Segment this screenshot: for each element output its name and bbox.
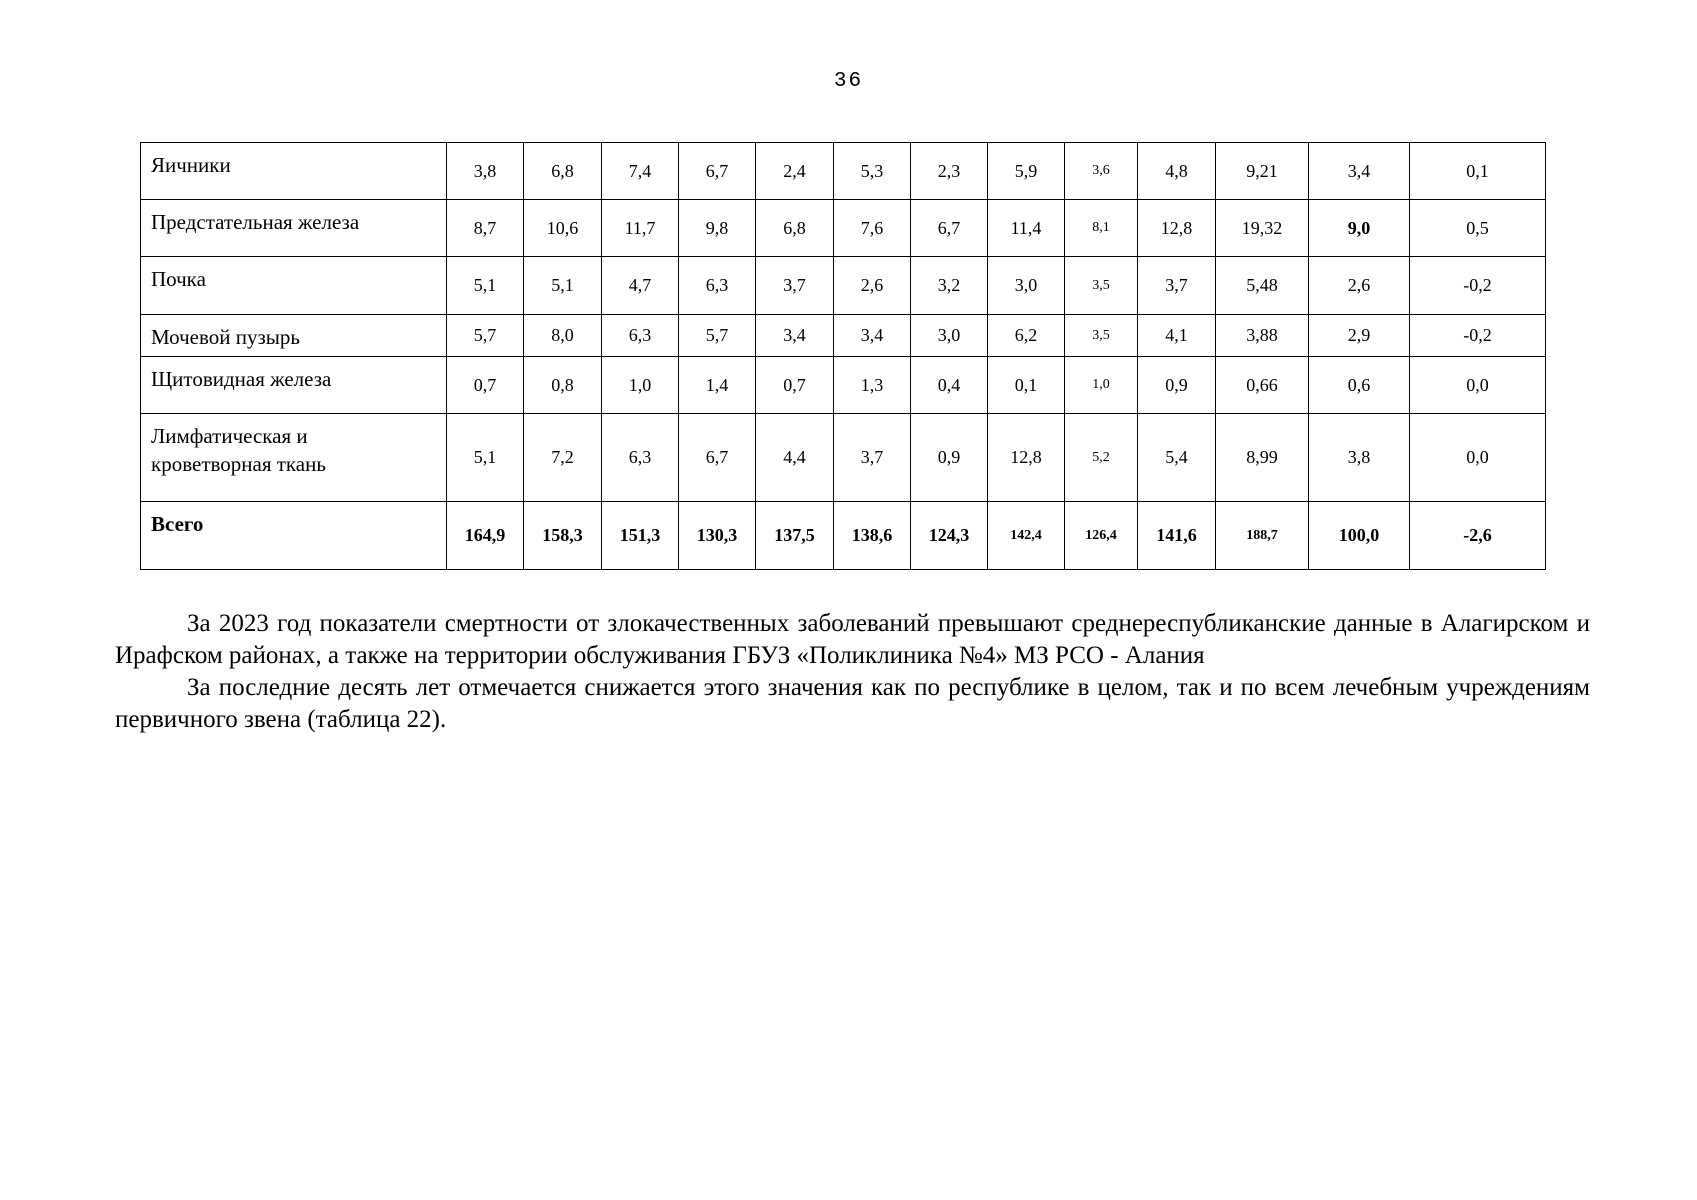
table-cell: 5,1 xyxy=(524,257,602,315)
table-cell: 3,5 xyxy=(1065,315,1138,357)
table-cell: 164,9 xyxy=(447,502,524,570)
table-cell: 151,3 xyxy=(602,502,679,570)
table-cell: 2,4 xyxy=(756,143,834,200)
table-cell: 1,0 xyxy=(602,357,679,414)
row-label: Щитовидная железа xyxy=(141,357,447,414)
table-cell: 9,21 xyxy=(1216,143,1309,200)
table-row xyxy=(141,257,1546,315)
table-cell: 6,2 xyxy=(988,315,1065,357)
table-cell: 8,1 xyxy=(1065,200,1138,257)
table-cell: 124,3 xyxy=(911,502,988,570)
table-cell: 6,8 xyxy=(524,143,602,200)
table-row xyxy=(141,357,1546,414)
page-number: 36 xyxy=(833,70,864,93)
table-row xyxy=(141,143,1546,200)
table-cell: 8,99 xyxy=(1216,414,1309,502)
paragraph: За последние десять лет отмечается снижается этого значения как по республике в целом, так и по всем лечебным учреждениям первичного звена (таблица 22). xyxy=(115,674,1590,733)
table-cell: 3,4 xyxy=(834,315,911,357)
table-cell: 5,2 xyxy=(1065,414,1138,502)
table-cell: 188,7 xyxy=(1216,502,1309,570)
table-cell: 130,3 xyxy=(679,502,756,570)
table-cell: 3,4 xyxy=(1309,143,1410,200)
table-cell: 0,7 xyxy=(756,357,834,414)
table-cell: 3,6 xyxy=(1065,143,1138,200)
table-cell: -0,2 xyxy=(1410,257,1546,315)
table-cell: 4,7 xyxy=(602,257,679,315)
table-cell: 126,4 xyxy=(1065,502,1138,570)
table-cell: 3,88 xyxy=(1216,315,1309,357)
table-cell: 158,3 xyxy=(524,502,602,570)
table-cell: 3,7 xyxy=(834,414,911,502)
table-cell: 6,3 xyxy=(679,257,756,315)
table-cell: 3,7 xyxy=(756,257,834,315)
table-cell: 3,8 xyxy=(1309,414,1410,502)
table-row xyxy=(141,414,1546,502)
table-cell: 100,0 xyxy=(1309,502,1410,570)
paragraph: За 2023 год показатели смертности от злокачественных заболеваний превышают среднереспубликанские данные в Алагирском и Ирафском районах, а также на территории обслуживания ГБУЗ «Поликлиника №4» МЗ РСО - Алания xyxy=(115,610,1590,669)
table-cell: 6,7 xyxy=(679,414,756,502)
table-cell: 4,1 xyxy=(1138,315,1216,357)
table-cell: 0,0 xyxy=(1410,414,1546,502)
table-cell: 1,4 xyxy=(679,357,756,414)
table-cell: 7,2 xyxy=(524,414,602,502)
row-label: Всего xyxy=(141,502,447,570)
table-cell: 10,6 xyxy=(524,200,602,257)
table-cell: -0,2 xyxy=(1410,315,1546,357)
table-cell: 2,9 xyxy=(1309,315,1410,357)
table-cell: 5,9 xyxy=(988,143,1065,200)
table-cell: 8,0 xyxy=(524,315,602,357)
table-cell: 0,1 xyxy=(1410,143,1546,200)
table-cell: 6,7 xyxy=(679,143,756,200)
table-cell: 0,6 xyxy=(1309,357,1410,414)
table-cell: 0,7 xyxy=(447,357,524,414)
table-cell: 6,3 xyxy=(602,414,679,502)
table-cell: 9,0 xyxy=(1309,200,1410,257)
table-cell: 0,8 xyxy=(524,357,602,414)
table-cell: 6,3 xyxy=(602,315,679,357)
table-cell: 1,3 xyxy=(834,357,911,414)
table-cell: 19,32 xyxy=(1216,200,1309,257)
table-cell: 11,4 xyxy=(988,200,1065,257)
row-label: Почка xyxy=(141,257,447,315)
table-cell: 9,8 xyxy=(679,200,756,257)
table-cell: 3,4 xyxy=(756,315,834,357)
table-cell: 2,3 xyxy=(911,143,988,200)
mortality-table xyxy=(140,142,1546,570)
body-text xyxy=(115,608,1590,736)
table-cell: 7,4 xyxy=(602,143,679,200)
table-cell: 6,7 xyxy=(911,200,988,257)
table-cell: 138,6 xyxy=(834,502,911,570)
table-cell: 5,1 xyxy=(447,414,524,502)
table-cell: 5,1 xyxy=(447,257,524,315)
table-row xyxy=(141,315,1546,357)
table-cell: 12,8 xyxy=(1138,200,1216,257)
table-row xyxy=(141,200,1546,257)
table-cell: 0,0 xyxy=(1410,357,1546,414)
row-label-line: кроветворная ткань xyxy=(151,452,326,476)
table-row-total xyxy=(141,502,1546,570)
row-label: Мочевой пузырь xyxy=(141,315,447,357)
table-cell: 2,6 xyxy=(834,257,911,315)
table-cell: 7,6 xyxy=(834,200,911,257)
table-cell: 3,7 xyxy=(1138,257,1216,315)
table-cell: 142,4 xyxy=(988,502,1065,570)
table-cell: 5,48 xyxy=(1216,257,1309,315)
table-cell: 3,0 xyxy=(911,315,988,357)
table-cell: 0,66 xyxy=(1216,357,1309,414)
row-label: Предстательная железа xyxy=(141,200,447,257)
table-cell: 3,5 xyxy=(1065,257,1138,315)
table-cell: 0,1 xyxy=(988,357,1065,414)
table-cell: 3,8 xyxy=(447,143,524,200)
table-cell: 8,7 xyxy=(447,200,524,257)
table-cell: 141,6 xyxy=(1138,502,1216,570)
table-cell: 2,6 xyxy=(1309,257,1410,315)
row-label: Яичники xyxy=(141,143,447,200)
table-cell: 11,7 xyxy=(602,200,679,257)
table-cell: 0,9 xyxy=(1138,357,1216,414)
row-label-line: Лимфатическая и xyxy=(151,424,308,448)
table-cell: 5,4 xyxy=(1138,414,1216,502)
table-cell: 137,5 xyxy=(756,502,834,570)
table-cell: 5,7 xyxy=(679,315,756,357)
table-cell: 12,8 xyxy=(988,414,1065,502)
table-cell: -2,6 xyxy=(1410,502,1546,570)
table-cell: 0,4 xyxy=(911,357,988,414)
row-label xyxy=(141,414,447,502)
table-cell: 3,2 xyxy=(911,257,988,315)
table-cell: 4,4 xyxy=(756,414,834,502)
table-cell: 5,7 xyxy=(447,315,524,357)
table-cell: 1,0 xyxy=(1065,357,1138,414)
table-cell: 0,9 xyxy=(911,414,988,502)
table-cell: 4,8 xyxy=(1138,143,1216,200)
table-cell: 6,8 xyxy=(756,200,834,257)
table-cell: 3,0 xyxy=(988,257,1065,315)
table-cell: 5,3 xyxy=(834,143,911,200)
table-cell: 0,5 xyxy=(1410,200,1546,257)
